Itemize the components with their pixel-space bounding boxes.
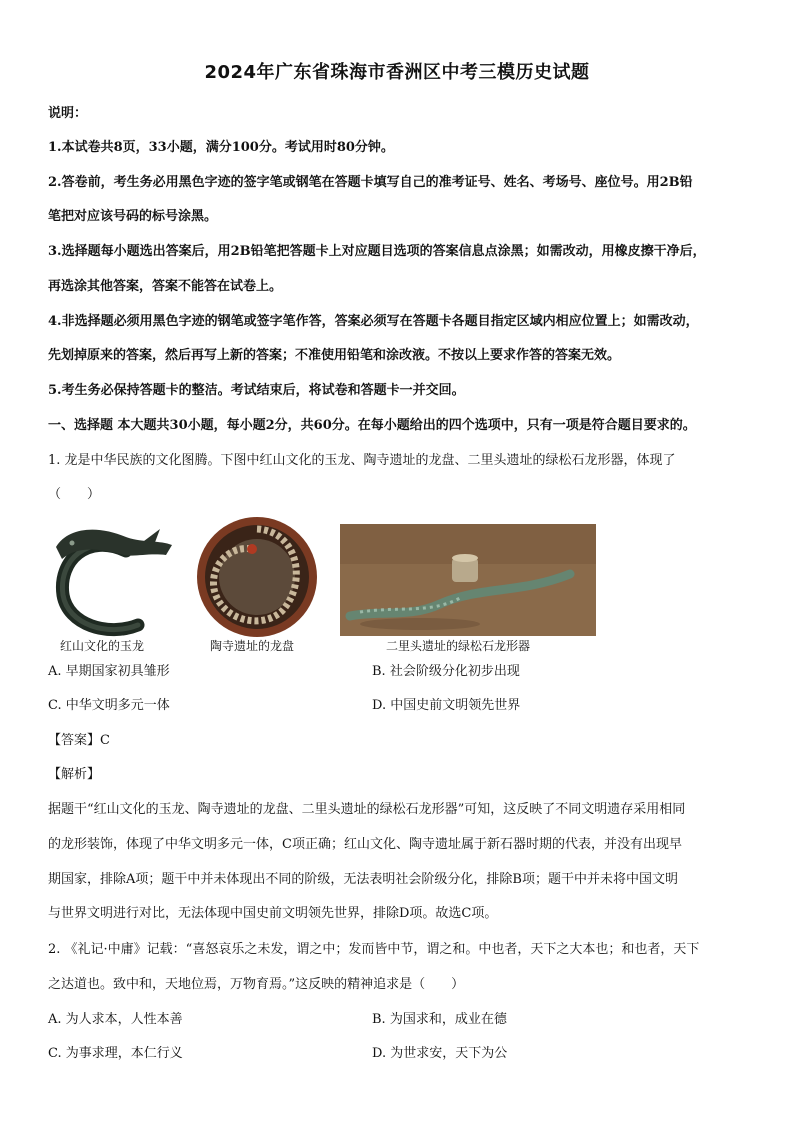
- question-2-stem: 2. 《礼记·中庸》记载：“喜怒哀乐之未发，谓之中；发而皆中节，谓之和。中也者，天下之大本也；和也者，天下: [48, 942, 700, 957]
- q2-option-d[interactable]: D. 为世求安，天下为公: [372, 1046, 508, 1061]
- q1-analysis-heading: 【解析】: [48, 767, 101, 782]
- instructions-heading: 说明：: [48, 106, 88, 121]
- question-2-stem: 之达道也。致中和，天地位焉，万物育焉。”这反映的精神追求是（ ）: [48, 977, 465, 992]
- taosi-dragon-plate-image: [190, 515, 324, 639]
- instruction-line: 3.选择题每小题选出答案后，用2B铅笔把答题卡上对应题目选项的答案信息点涂黑；如需改动，用橡皮擦干净后，: [48, 244, 706, 259]
- instruction-line: 笔把对应该号码的标号涂黑。: [48, 209, 218, 224]
- instruction-line: 5.考生务必保持答题卡的整洁。考试结束后，将试卷和答题卡一并交回。: [48, 383, 465, 398]
- q2-option-b[interactable]: B. 为国求和，成业在德: [372, 1012, 507, 1027]
- q2-option-a[interactable]: A. 为人求本，人性本善: [48, 1012, 183, 1027]
- q1-analysis-line: 据题干“红山文化的玉龙、陶寺遗址的龙盘、二里头遗址的绿松石龙形器”可知，这反映了不同文明遗存采用相同: [48, 802, 686, 817]
- q1-answer: 【答案】C: [48, 733, 110, 748]
- q1-option-b[interactable]: B. 社会阶级分化初步出现: [372, 664, 520, 679]
- instruction-line: 4.非选择题必须用黑色字迹的钢笔或签字笔作答，答案必须写在答题卡各题目指定区域内相应位置上；如需改动，: [48, 314, 699, 329]
- instruction-line: 2.答卷前，考生务必用黑色字迹的签字笔或钢笔在答题卡填写自己的准考证号、姓名、考场号、座位号。用2B铅: [48, 175, 693, 190]
- q1-analysis-line: 的龙形装饰，体现了中华文明多元一体，C项正确；红山文化、陶寺遗址属于新石器时期的代表，并没有出现早: [48, 837, 682, 852]
- q1-analysis-line: 与世界文明进行对比，无法体现中国史前文明领先世界，排除D项。故选C项。: [48, 906, 498, 921]
- section-heading: 一、选择题 本大题共30小题，每小题2分，共60分。在每小题给出的四个选项中，只有一项是符合题目要求的。: [48, 418, 696, 433]
- instruction-line: 先划掉原来的答案，然后再写上新的答案；不准使用铅笔和涂改液。不按以上要求作答的答案无效。: [48, 348, 621, 363]
- image-caption: 二里头遗址的绿松石龙形器: [386, 639, 531, 653]
- q1-option-c[interactable]: C. 中华文明多元一体: [48, 698, 170, 713]
- q2-option-c[interactable]: C. 为事求理，本仁行义: [48, 1046, 183, 1061]
- question-1-stem: 1. 龙是中华民族的文化图腾。下图中红山文化的玉龙、陶寺遗址的龙盘、二里头遗址的绿松石龙形器，体现了: [48, 453, 676, 468]
- image-caption: 陶寺遗址的龙盘: [210, 639, 295, 653]
- erlitou-turquoise-dragon-image: [340, 524, 596, 636]
- instruction-line: 1.本试卷共8页，33小题，满分100分。考试用时80分钟。: [48, 140, 394, 155]
- page-title: 2024年广东省珠海市香洲区中考三模历史试题: [204, 62, 590, 83]
- hongshan-jade-dragon-image: [48, 515, 178, 640]
- image-caption: 红山文化的玉龙: [60, 639, 145, 653]
- q1-analysis-line: 期国家，排除A项；题干中并未体现出不同的阶级，无法表明社会阶级分化，排除B项；题干中并未将中国文明: [48, 872, 678, 887]
- question-1-stem-blank: （ ）: [48, 487, 101, 502]
- q1-option-d[interactable]: D. 中国史前文明领先世界: [372, 698, 521, 713]
- instruction-line: 再选涂其他答案，答案不能答在试卷上。: [48, 279, 283, 294]
- q1-option-a[interactable]: A. 早期国家初具雏形: [48, 664, 170, 679]
